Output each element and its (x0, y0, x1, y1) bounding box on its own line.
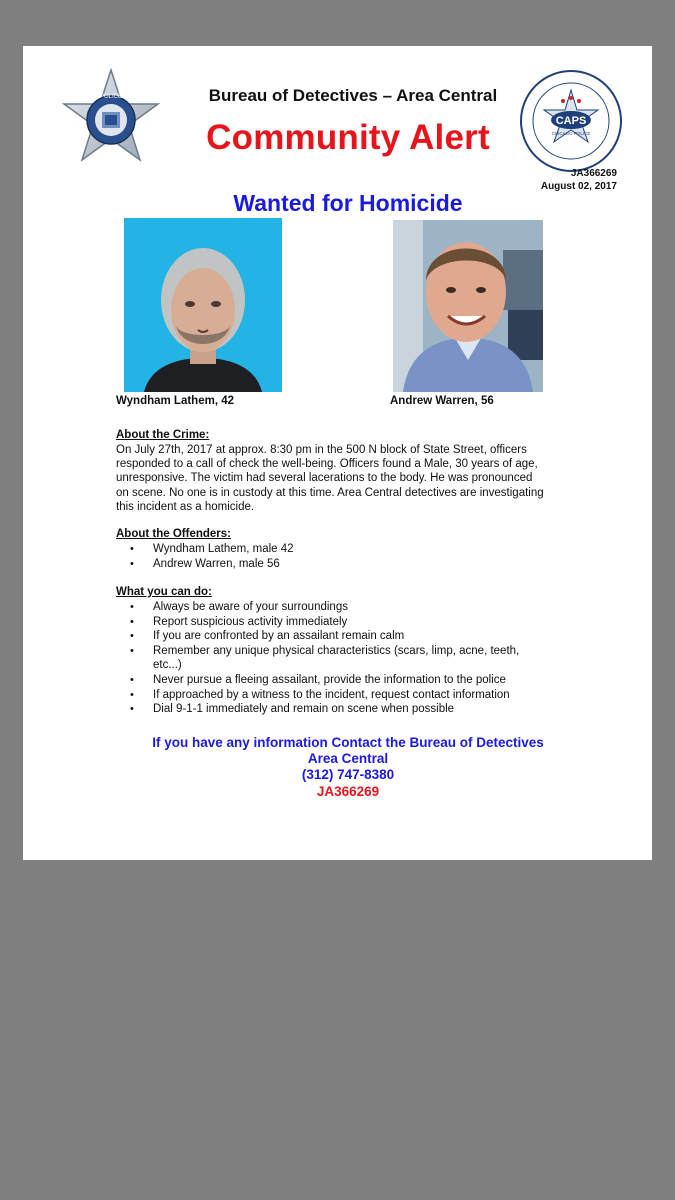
suspect-photo-lathem (124, 218, 282, 392)
caps-center-text: CAPS (555, 115, 587, 127)
alert-document (23, 46, 652, 860)
crime-line: unresponsive. The victim had several lacerations to the body. He was pronounced (116, 472, 533, 485)
list-item: • Always be aware of your surroundings (116, 600, 596, 615)
list-item: • If you are confronted by an assailant remain calm (116, 629, 596, 644)
list-item: • Andrew Warren, male 56 (116, 557, 596, 572)
crime-line: On July 27th, 2017 at approx. 8:30 pm in the 500 N block of State Street, officers (116, 444, 527, 456)
crime-heading: About the Crime: (116, 429, 210, 441)
contact-line: If you have any information Contact the Bureau of Detectives (152, 735, 544, 750)
actions-list (116, 600, 596, 717)
list-item-line: etc...) (153, 659, 182, 672)
actions-heading: What you can do: (116, 586, 212, 598)
caps-sub-text: CHICAGO POLICE (551, 131, 591, 136)
crime-line: on scene. No one is in custody at this time. Area Central detectives are investigating (116, 486, 544, 499)
list-item-line: Remember any unique physical characteristics (scars, limp, acne, teeth, (153, 644, 520, 657)
chicago-police-star-icon (58, 68, 164, 174)
contact-block (103, 735, 593, 800)
badge-top-text: POLICE (99, 94, 123, 100)
list-item: • Dial 9-1-1 immediately and remain on scene when possible (116, 702, 596, 717)
bureau-title: Bureau of Detectives – Area Central (208, 86, 498, 105)
community-alert-title: Community Alert (206, 118, 490, 157)
contact-case-number: JA366269 (316, 783, 380, 799)
list-item: • If approached by a witness to the incident, request contact information (116, 688, 596, 703)
contact-area: Area Central (307, 751, 389, 767)
case-number: JA366269 (570, 168, 617, 179)
wanted-heading: Wanted for Homicide (233, 190, 463, 216)
suspect-caption-1: Wyndham Lathem, 42 (116, 395, 235, 407)
list-item (116, 644, 596, 673)
list-item: • Wyndham Lathem, male 42 (116, 542, 596, 557)
caps-logo-icon (518, 68, 624, 174)
contact-phone: (312) 747-8380 (301, 767, 395, 783)
offenders-heading: About the Offenders: (116, 528, 231, 540)
crime-line: responded to a call of check the well-being. Officers found a Male, 30 years of age, (116, 458, 538, 471)
suspect-photo-warren (393, 220, 543, 392)
offenders-list (116, 542, 596, 571)
list-item: • Report suspicious activity immediately (116, 615, 596, 630)
alert-date: August 02, 2017 (540, 181, 617, 192)
crime-line: this incident as a homicide. (116, 500, 255, 513)
crime-description (116, 443, 586, 514)
list-item: • Never pursue a fleeing assailant, provide the information to the police (116, 673, 596, 688)
suspect-caption-2: Andrew Warren, 56 (390, 395, 494, 407)
